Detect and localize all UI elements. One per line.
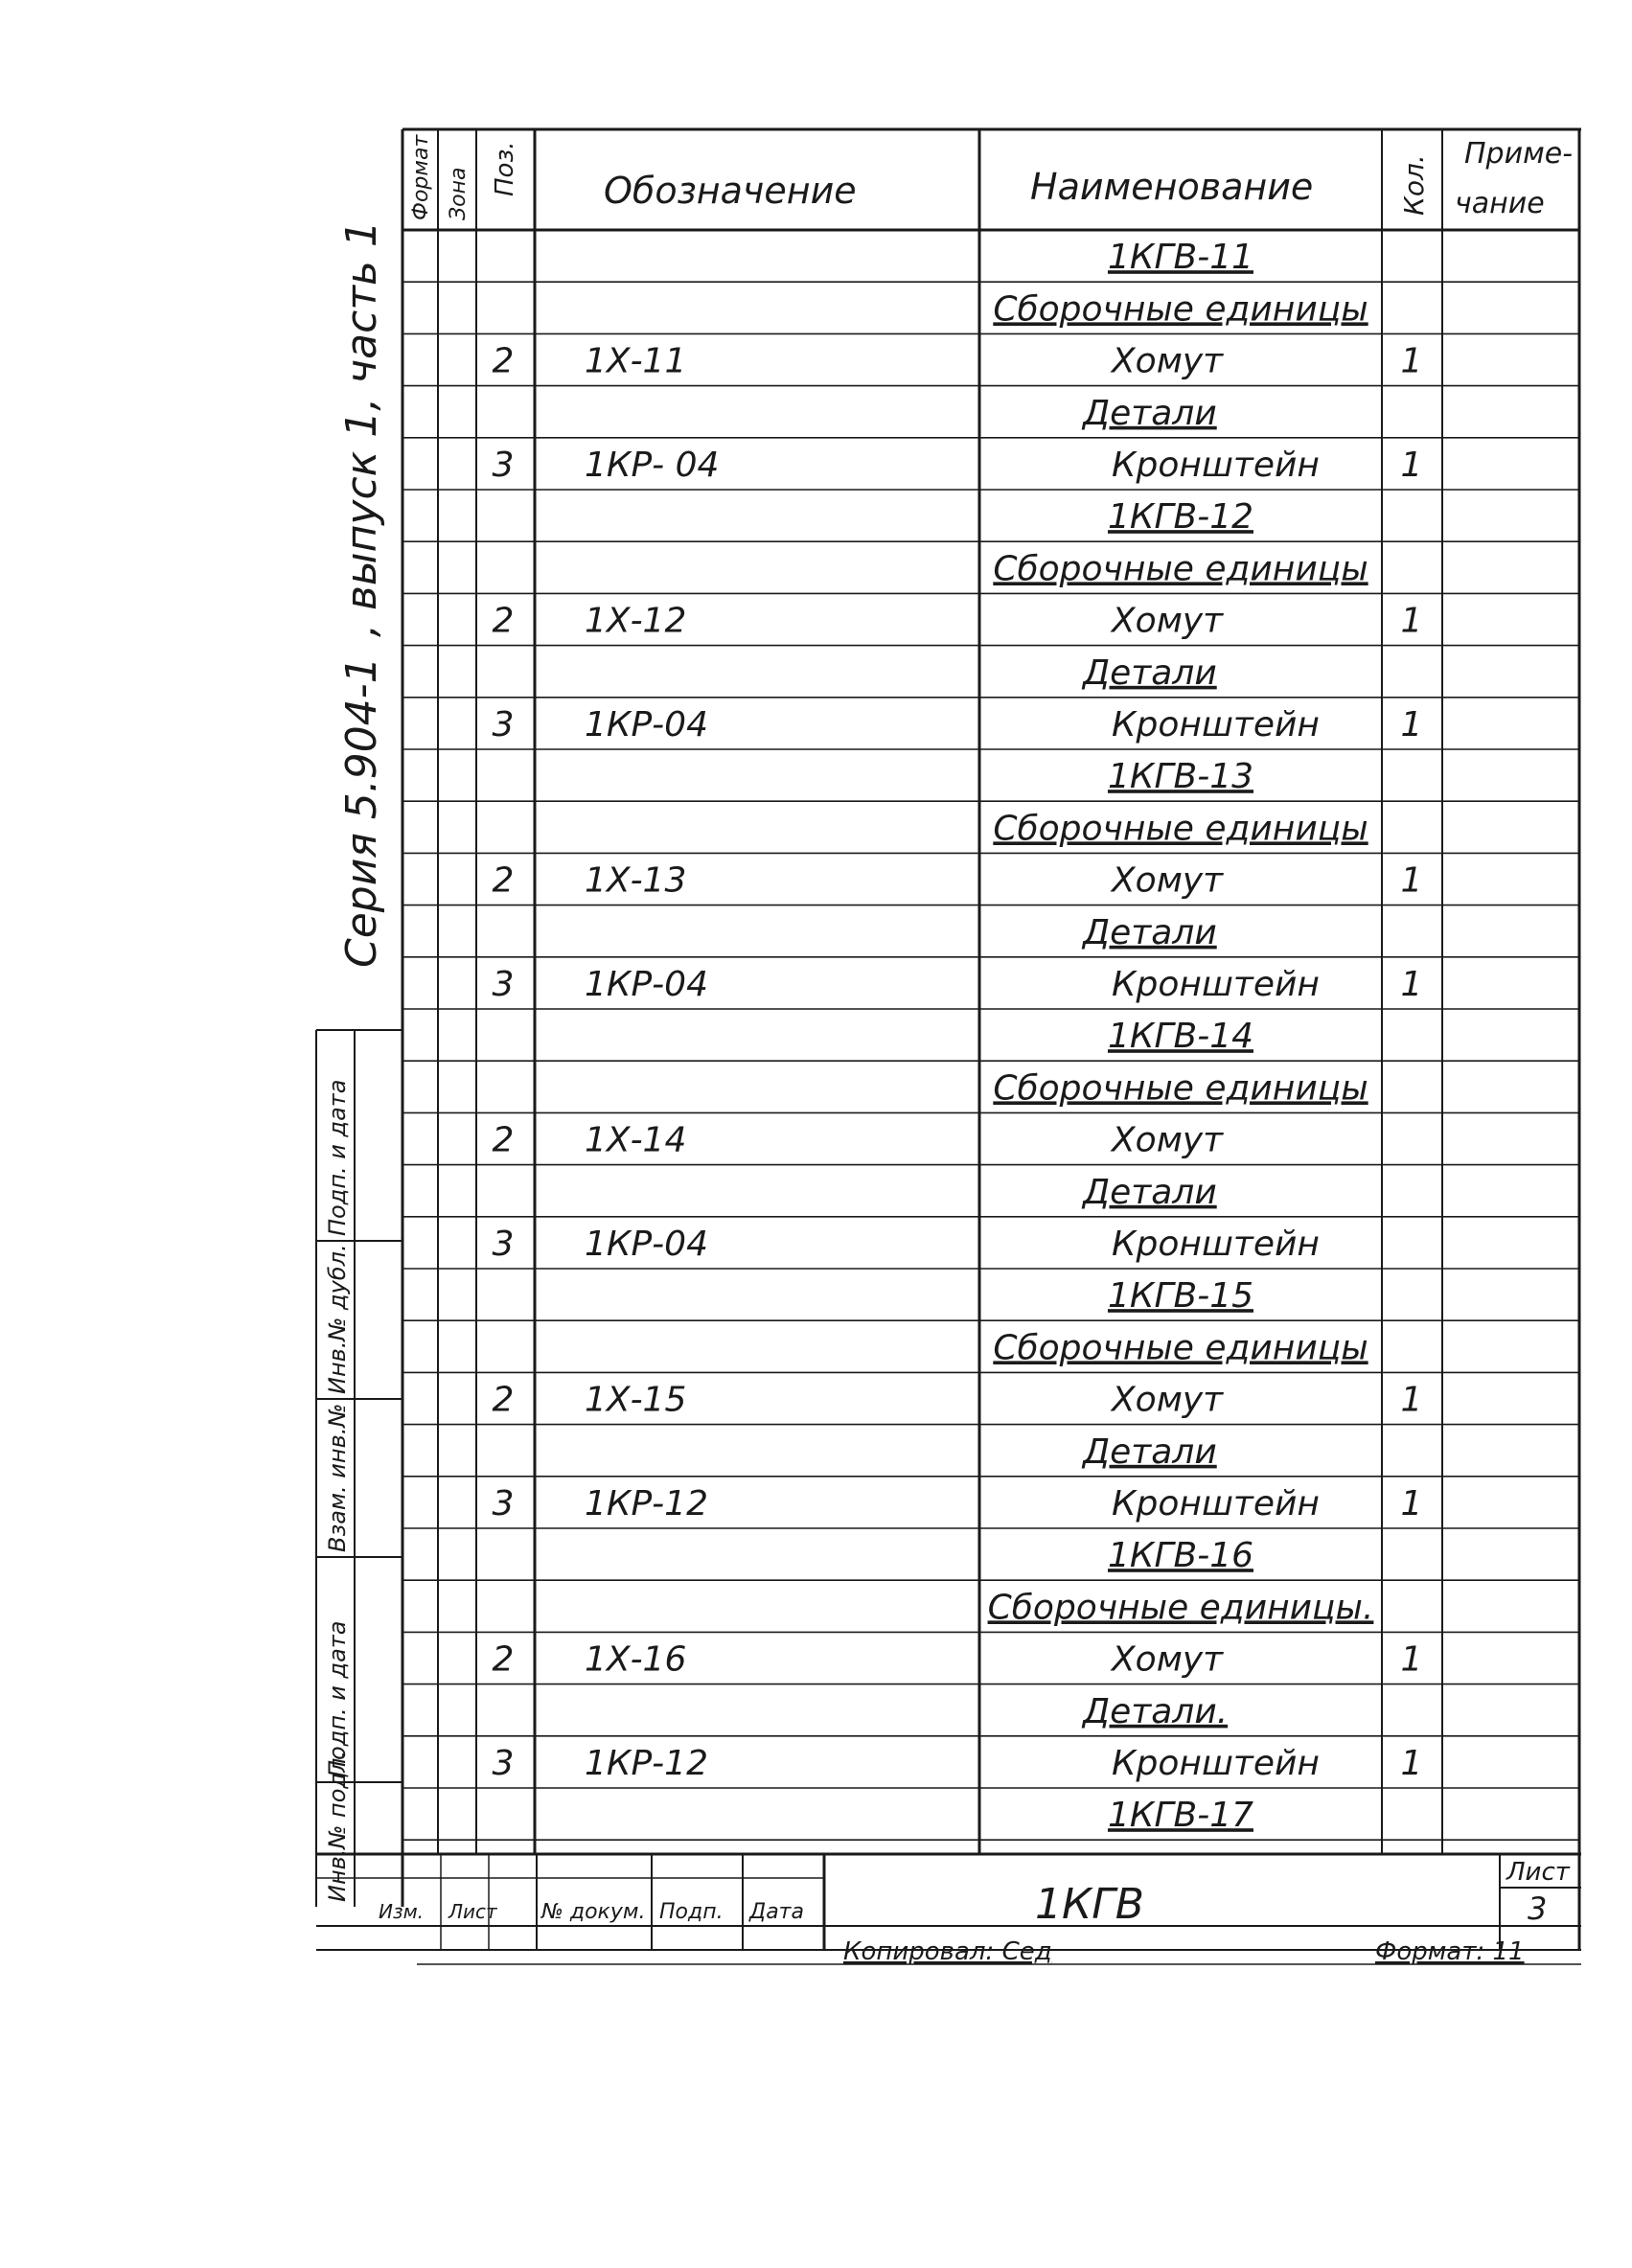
row-qty: 1 <box>1400 860 1423 901</box>
header-note-line2: чание <box>1455 187 1545 220</box>
row-name: Хомут <box>1112 1120 1224 1160</box>
row-designation: 1Х-16 <box>585 1639 687 1680</box>
header-designation: Обозначение <box>604 170 857 212</box>
row-name: 1КГВ-13 <box>1107 757 1254 797</box>
row-designation: 1Х-11 <box>585 341 687 381</box>
row-qty: 1 <box>1400 341 1423 381</box>
row-name: Кронштейн <box>1112 446 1320 485</box>
header-note-line1: Приме- <box>1464 137 1574 171</box>
table-row <box>993 1328 1368 1367</box>
row-name: Детали <box>1083 653 1217 693</box>
format-label: Формат: 11 <box>1375 1937 1525 1966</box>
row-qty: 1 <box>1400 965 1423 1004</box>
tb-col-izm: Изм. <box>379 1900 425 1923</box>
row-qty: 1 <box>1400 1639 1423 1680</box>
table-row <box>1108 1017 1253 1056</box>
table-row <box>493 1640 1423 1680</box>
row-qty: 1 <box>1400 601 1423 641</box>
row-name: Сборочные единицы <box>993 1068 1368 1109</box>
table-row <box>1081 394 1217 433</box>
table-row <box>493 1225 1320 1264</box>
table-row <box>1108 757 1253 796</box>
row-designation: 1КР- 04 <box>585 446 720 485</box>
tb-col-docnum: № докум. <box>541 1900 646 1924</box>
header-zone: Зона <box>447 167 471 220</box>
table-row <box>1081 913 1217 952</box>
row-name: Хомут <box>1112 1380 1224 1420</box>
table-row <box>1108 238 1253 277</box>
table-row <box>993 1068 1368 1108</box>
row-pos: 2 <box>492 860 515 901</box>
row-name: Детали. <box>1083 1691 1229 1731</box>
tb-col-sign: Подп. <box>659 1900 724 1924</box>
row-name: 1КГВ-17 <box>1107 1796 1254 1836</box>
table-row <box>493 1484 1423 1523</box>
row-name: Хомут <box>1112 341 1224 381</box>
row-name: Кронштейн <box>1112 1225 1320 1264</box>
sheet-number: 3 <box>1528 1890 1548 1927</box>
table-row <box>1108 1536 1253 1575</box>
row-designation: 1КР-12 <box>585 1484 708 1523</box>
row-qty: 1 <box>1400 1744 1423 1783</box>
row-name: Кронштейн <box>1112 1484 1320 1523</box>
series-label: Серия 5.904-1 <box>337 656 386 968</box>
row-name: Кронштейн <box>1112 965 1320 1004</box>
sheet-label: Лист <box>1506 1858 1570 1887</box>
row-name: Детали <box>1083 1432 1217 1472</box>
spec-rows <box>493 238 1423 1835</box>
table-row <box>493 446 1423 485</box>
row-name: Детали <box>1083 912 1217 952</box>
row-qty: 1 <box>1400 1380 1423 1420</box>
table-row <box>1081 653 1217 693</box>
header-qty: Кол. <box>1398 154 1430 216</box>
row-pos: 2 <box>492 341 515 381</box>
table-row <box>1108 1276 1253 1316</box>
table-row <box>493 861 1423 901</box>
table-row <box>493 705 1423 745</box>
row-name: Кронштейн <box>1112 1744 1320 1783</box>
row-designation: 1Х-12 <box>585 601 687 641</box>
table-header <box>409 134 1573 220</box>
table-row <box>493 1744 1423 1783</box>
table-row <box>1081 1173 1217 1212</box>
table-row <box>1081 1432 1217 1472</box>
row-pos: 2 <box>492 1639 515 1680</box>
table-row <box>988 1588 1374 1627</box>
table-row <box>1081 1692 1228 1731</box>
row-designation: 1Х-14 <box>585 1120 687 1160</box>
stamp-inv-podl: Инв.№ подл. <box>324 1751 351 1902</box>
table-row <box>493 602 1423 641</box>
tb-col-date: Дата <box>749 1900 804 1924</box>
row-name: 1КГВ-14 <box>1107 1017 1254 1057</box>
tb-col-list: Лист <box>448 1900 497 1923</box>
row-name: Хомут <box>1112 1639 1224 1680</box>
row-pos: 3 <box>492 1744 515 1783</box>
row-name: Детали <box>1083 393 1217 433</box>
row-designation: 1Х-13 <box>585 860 687 901</box>
table-row <box>493 1121 1225 1160</box>
row-name: 1КГВ-16 <box>1107 1536 1254 1576</box>
row-name: 1КГВ-15 <box>1107 1276 1254 1317</box>
header-format: Формат <box>409 134 433 220</box>
stamp-sign-date-2: Подп. и дата <box>324 1620 351 1777</box>
table-row <box>993 549 1368 588</box>
row-pos: 2 <box>492 601 515 641</box>
table-row <box>1108 1796 1253 1835</box>
table-row <box>993 289 1368 329</box>
row-pos: 3 <box>492 705 515 745</box>
table-row <box>493 965 1423 1004</box>
row-name: Сборочные единицы <box>993 809 1368 849</box>
row-pos: 2 <box>492 1120 515 1160</box>
header-name: Наименование <box>1030 166 1314 208</box>
row-designation: 1КР-12 <box>585 1744 708 1783</box>
row-name: 1КГВ-11 <box>1107 238 1254 278</box>
row-pos: 2 <box>492 1380 515 1420</box>
row-name: Сборочные единицы <box>993 549 1368 589</box>
row-pos: 3 <box>492 1225 515 1264</box>
row-pos: 3 <box>492 446 515 485</box>
table-frame <box>316 129 1581 1964</box>
row-name: Хомут <box>1112 860 1224 901</box>
row-designation: 1КР-04 <box>585 965 708 1004</box>
table-row <box>993 809 1368 848</box>
row-qty: 1 <box>1400 705 1423 745</box>
row-name: Хомут <box>1112 601 1224 641</box>
row-name: Сборочные единицы <box>993 1328 1368 1368</box>
stamp-inv-dubl: Инв.№ дубл. <box>324 1244 351 1394</box>
row-designation: 1КР-04 <box>585 705 708 745</box>
copied-by: Копировал: Сед <box>843 1937 1052 1966</box>
row-pos: 3 <box>492 965 515 1004</box>
row-pos: 3 <box>492 1484 515 1523</box>
row-qty: 1 <box>1400 1484 1423 1523</box>
row-name: Кронштейн <box>1112 705 1320 745</box>
row-name: 1КГВ-12 <box>1107 497 1254 538</box>
row-name: Сборочные единицы <box>993 289 1368 330</box>
row-designation: 1Х-15 <box>585 1380 687 1420</box>
stamp-sign-date-1: Подп. и дата <box>324 1079 351 1236</box>
table-row <box>493 342 1423 381</box>
doc-code: 1КГВ <box>1035 1880 1144 1929</box>
row-name: Сборочные единицы. <box>987 1588 1374 1628</box>
header-pos: Поз. <box>491 141 519 196</box>
row-name: Детали <box>1083 1172 1217 1212</box>
issue-label: , выпуск 1, часть 1 <box>337 220 386 637</box>
row-qty: 1 <box>1400 446 1423 485</box>
table-row <box>1108 497 1253 537</box>
table-row <box>493 1381 1423 1420</box>
row-designation: 1КР-04 <box>585 1225 708 1264</box>
stamp-vzam-inv: Взам. инв.№ <box>324 1403 351 1552</box>
